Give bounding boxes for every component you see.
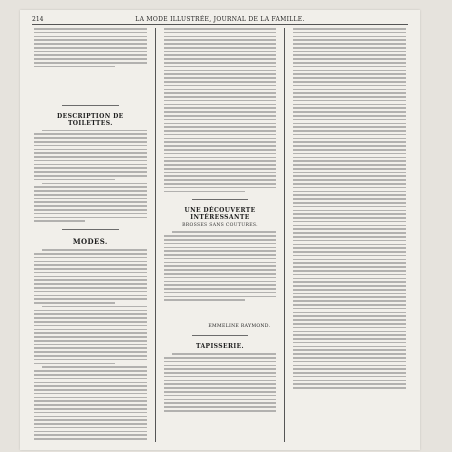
text-line: [42, 183, 147, 185]
text-line: [164, 141, 277, 143]
text-line: [34, 287, 147, 289]
text-line: [293, 70, 406, 72]
text-block: [34, 249, 147, 442]
text-line: [164, 104, 277, 106]
text-line: [293, 187, 406, 189]
text-line: [164, 277, 277, 279]
text-line: [293, 353, 406, 355]
text-block: [164, 28, 277, 194]
text-line: [42, 306, 147, 308]
text-line: [164, 138, 277, 140]
text-line: [164, 262, 277, 264]
text-line: [164, 85, 277, 87]
text-line: [164, 149, 277, 151]
text-line: [293, 175, 406, 177]
separator-rule: [62, 229, 119, 230]
text-line: [293, 376, 406, 378]
text-line: [34, 145, 147, 147]
text-line: [293, 217, 406, 219]
text-line: [164, 402, 277, 404]
text-line: [34, 344, 147, 346]
text-line: [293, 289, 406, 291]
text-line: [164, 376, 277, 378]
text-line: [164, 179, 277, 181]
text-line: [293, 346, 406, 348]
text-line: [164, 160, 277, 162]
text-line: [293, 319, 406, 321]
text-line: [293, 327, 406, 329]
text-line: [34, 332, 147, 334]
text-line: [293, 81, 406, 83]
text-line: [293, 191, 406, 193]
text-line: [34, 261, 147, 263]
text-line: [164, 172, 277, 174]
text-line: [34, 302, 115, 304]
text-line: [293, 62, 406, 64]
text-line: [293, 85, 406, 87]
text-line: [34, 317, 147, 319]
text-line: [164, 395, 277, 397]
text-line: [164, 130, 277, 132]
text-line: [164, 372, 277, 374]
text-line: [293, 28, 406, 30]
text-line: [164, 39, 277, 41]
text-line: [164, 361, 277, 363]
text-line: [164, 145, 277, 147]
text-line: [34, 171, 147, 173]
text-line: [164, 66, 277, 68]
text-line: [164, 175, 277, 177]
text-line: [293, 198, 406, 200]
text-line: [34, 378, 147, 380]
text-line: [293, 96, 406, 98]
text-line: [34, 47, 147, 49]
text-line: [34, 220, 85, 222]
text-line: [164, 58, 277, 60]
text-line: [34, 438, 147, 440]
text-line: [164, 168, 277, 170]
text-line: [34, 276, 147, 278]
text-line: [34, 175, 147, 177]
text-line: [164, 191, 245, 193]
text-line: [293, 247, 406, 249]
text-line: [34, 291, 147, 293]
text-line: [293, 134, 406, 136]
text-line: [164, 119, 277, 121]
text-line: [34, 404, 147, 406]
text-line: [34, 295, 147, 297]
text-line: [34, 152, 147, 154]
text-line: [34, 416, 147, 418]
text-line: [34, 28, 147, 30]
text-line: [164, 258, 277, 260]
text-line: [293, 43, 406, 45]
text-line: [293, 368, 406, 370]
text-line: [34, 412, 147, 414]
text-line: [293, 278, 406, 280]
text-line: [164, 126, 277, 128]
text-line: [34, 62, 147, 64]
text-line: [34, 431, 147, 433]
text-line: [293, 361, 406, 363]
text-line: [164, 157, 277, 159]
text-line: [34, 213, 147, 215]
text-line: [293, 130, 406, 132]
text-line: [34, 51, 147, 53]
text-line: [293, 221, 406, 223]
text-line: [34, 397, 147, 399]
text-line: [34, 39, 147, 41]
running-title: LA MODE ILLUSTRÉE, JOURNAL DE LA FAMILLE.: [135, 15, 305, 23]
text-line: [293, 312, 406, 314]
text-line: [34, 66, 115, 68]
text-line: [293, 58, 406, 60]
text-line: [164, 265, 277, 267]
text-line: [34, 194, 147, 196]
text-line: [34, 310, 147, 312]
text-line: [34, 198, 147, 200]
text-line: [293, 262, 406, 264]
text-line: [293, 357, 406, 359]
text-line: [34, 434, 147, 436]
text-line: [293, 172, 406, 174]
text-line: [164, 391, 277, 393]
text-line: [293, 104, 406, 106]
text-line: [293, 141, 406, 143]
text-line: [293, 100, 406, 102]
author-signature: EMMELINE RAYMOND.: [208, 324, 271, 330]
text-line: [293, 77, 406, 79]
text-line: [293, 73, 406, 75]
separator-rule: [62, 105, 119, 106]
text-line: [164, 399, 277, 401]
text-line: [293, 210, 406, 212]
text-line: [164, 107, 277, 109]
text-line: [164, 281, 277, 283]
text-line: [164, 92, 277, 94]
text-line: [293, 296, 406, 298]
text-line: [164, 380, 277, 382]
text-line: [164, 299, 245, 301]
text-line: [34, 283, 147, 285]
text-line: [293, 308, 406, 310]
text-line: [34, 205, 147, 207]
text-line: [34, 340, 147, 342]
text-line: [34, 329, 147, 331]
text-line: [34, 393, 147, 395]
text-line: [293, 51, 406, 53]
text-line: [293, 251, 406, 253]
text-line: [293, 266, 406, 268]
text-line: [293, 255, 406, 257]
text-line: [34, 313, 147, 315]
text-line: [42, 130, 147, 132]
text-line: [293, 123, 406, 125]
text-line: [34, 423, 147, 425]
text-line: [34, 141, 147, 143]
text-line: [293, 315, 406, 317]
text-line: [293, 372, 406, 374]
text-line: [164, 153, 277, 155]
text-line: [293, 39, 406, 41]
text-line: [34, 164, 147, 166]
text-line: [293, 160, 406, 162]
text-line: [164, 239, 277, 241]
text-line: [34, 298, 147, 300]
text-line: [164, 243, 277, 245]
text-line: [172, 231, 277, 233]
text-line: [164, 365, 277, 367]
text-line: [293, 119, 406, 121]
text-line: [34, 209, 147, 211]
text-line: [164, 164, 277, 166]
running-head: [32, 14, 408, 24]
text-line: [34, 321, 147, 323]
column-rule: [155, 28, 156, 442]
column-rule: [284, 28, 285, 442]
section-heading: MODES.: [72, 237, 108, 247]
text-line: [164, 100, 277, 102]
text-line: [293, 244, 406, 246]
text-line: [164, 96, 277, 98]
text-line: [293, 225, 406, 227]
text-line: [293, 293, 406, 295]
text-line: [34, 190, 147, 192]
text-line: [34, 419, 147, 421]
text-line: [34, 253, 147, 255]
column-middle: [164, 28, 277, 442]
text-line: [34, 257, 147, 259]
text-line: [293, 281, 406, 283]
text-line: [34, 272, 147, 274]
text-line: [164, 134, 277, 136]
text-line: [293, 232, 406, 234]
text-line: [293, 164, 406, 166]
text-line: [34, 201, 147, 203]
text-line: [164, 284, 277, 286]
text-line: [172, 353, 277, 355]
text-line: [164, 28, 277, 30]
text-line: [164, 269, 277, 271]
text-block: [293, 28, 406, 442]
section-heading: TAPISSERIE.: [195, 343, 245, 351]
text-line: [164, 250, 277, 252]
text-line: [164, 54, 277, 56]
text-line: [34, 408, 147, 410]
text-line: [34, 400, 147, 402]
text-line: [34, 32, 147, 34]
text-line: [164, 288, 277, 290]
text-line: [293, 107, 406, 109]
text-line: [164, 43, 277, 45]
text-line: [164, 77, 277, 79]
text-line: [34, 36, 147, 38]
text-line: [34, 382, 147, 384]
text-line: [293, 323, 406, 325]
text-line: [293, 259, 406, 261]
text-line: [164, 36, 277, 38]
text-line: [293, 138, 406, 140]
text-line: [164, 73, 277, 75]
text-line: [293, 304, 406, 306]
magazine-page: [20, 10, 420, 450]
text-line: [34, 54, 147, 56]
text-line: [34, 374, 147, 376]
text-line: [164, 235, 277, 237]
text-line: [293, 179, 406, 181]
text-line: [293, 285, 406, 287]
text-line: [164, 123, 277, 125]
text-line: [293, 365, 406, 367]
text-line: [34, 389, 147, 391]
text-line: [34, 385, 147, 387]
header-rule: [32, 24, 408, 25]
text-line: [164, 47, 277, 49]
text-line: [293, 168, 406, 170]
text-line: [293, 32, 406, 34]
text-line: [164, 51, 277, 53]
text-line: [34, 133, 147, 135]
page-number: 214: [32, 15, 44, 23]
section-heading: UNE DÉCOUVERTE INTÉRESSANTE: [184, 207, 256, 222]
text-line: [34, 336, 147, 338]
text-line: [293, 36, 406, 38]
text-line: [293, 213, 406, 215]
text-line: [34, 427, 147, 429]
text-line: [164, 70, 277, 72]
text-line: [293, 66, 406, 68]
text-line: [34, 370, 147, 372]
text-line: [34, 355, 147, 357]
text-line: [164, 32, 277, 34]
text-line: [34, 156, 147, 158]
text-line: [164, 254, 277, 256]
text-line: [34, 137, 147, 139]
text-line: [34, 217, 147, 219]
separator-rule: [192, 335, 249, 336]
text-line: [164, 183, 277, 185]
text-line: [293, 240, 406, 242]
text-line: [293, 183, 406, 185]
text-block: [164, 231, 277, 320]
text-line: [293, 383, 406, 385]
text-line: [164, 387, 277, 389]
text-line: [293, 380, 406, 382]
text-line: [34, 268, 147, 270]
text-line: [34, 167, 147, 169]
text-line: [42, 366, 147, 368]
section-subheading: BROSSES SANS COUTURES.: [182, 223, 258, 229]
text-line: [34, 264, 147, 266]
text-line: [293, 194, 406, 196]
text-line: [164, 406, 277, 408]
text-line: [164, 81, 277, 83]
separator-rule: [192, 199, 249, 200]
text-line: [34, 279, 147, 281]
text-line: [293, 387, 406, 389]
text-line: [164, 115, 277, 117]
section-heading: DESCRIPTION DE TOILETTES.: [57, 112, 124, 127]
text-line: [293, 92, 406, 94]
text-line: [293, 54, 406, 56]
text-line: [164, 62, 277, 64]
text-line: [34, 179, 115, 181]
text-line: [164, 410, 277, 412]
text-line: [164, 357, 277, 359]
text-line: [164, 273, 277, 275]
text-line: [164, 296, 277, 298]
text-line: [34, 359, 147, 361]
text-line: [34, 351, 147, 353]
text-line: [293, 274, 406, 276]
text-line: [164, 247, 277, 249]
text-line: [293, 145, 406, 147]
text-line: [293, 153, 406, 155]
text-line: [293, 342, 406, 344]
text-line: [293, 228, 406, 230]
text-line: [34, 149, 147, 151]
text-line: [293, 349, 406, 351]
text-line: [293, 331, 406, 333]
text-line: [164, 111, 277, 113]
text-line: [293, 270, 406, 272]
text-line: [34, 58, 147, 60]
text-line: [34, 43, 147, 45]
text-line: [293, 115, 406, 117]
text-line: [293, 111, 406, 113]
text-line: [164, 368, 277, 370]
text-columns: [34, 28, 406, 442]
text-line: [293, 338, 406, 340]
text-line: [293, 202, 406, 204]
text-line: [293, 47, 406, 49]
text-line: [34, 186, 147, 188]
text-line: [42, 249, 147, 251]
text-block: [164, 353, 277, 442]
text-line: [293, 157, 406, 159]
text-block: [34, 28, 147, 100]
column-right: [293, 28, 406, 442]
text-line: [164, 292, 277, 294]
text-line: [293, 236, 406, 238]
text-line: [164, 383, 277, 385]
text-line: [293, 126, 406, 128]
text-line: [164, 89, 277, 91]
text-line: [293, 334, 406, 336]
text-line: [34, 347, 147, 349]
text-line: [34, 160, 147, 162]
text-line: [293, 300, 406, 302]
text-line: [34, 363, 115, 365]
text-line: [293, 149, 406, 151]
column-left: [34, 28, 147, 442]
text-line: [164, 187, 277, 189]
text-line: [293, 206, 406, 208]
text-line: [34, 325, 147, 327]
text-line: [293, 89, 406, 91]
text-block: [34, 130, 147, 225]
